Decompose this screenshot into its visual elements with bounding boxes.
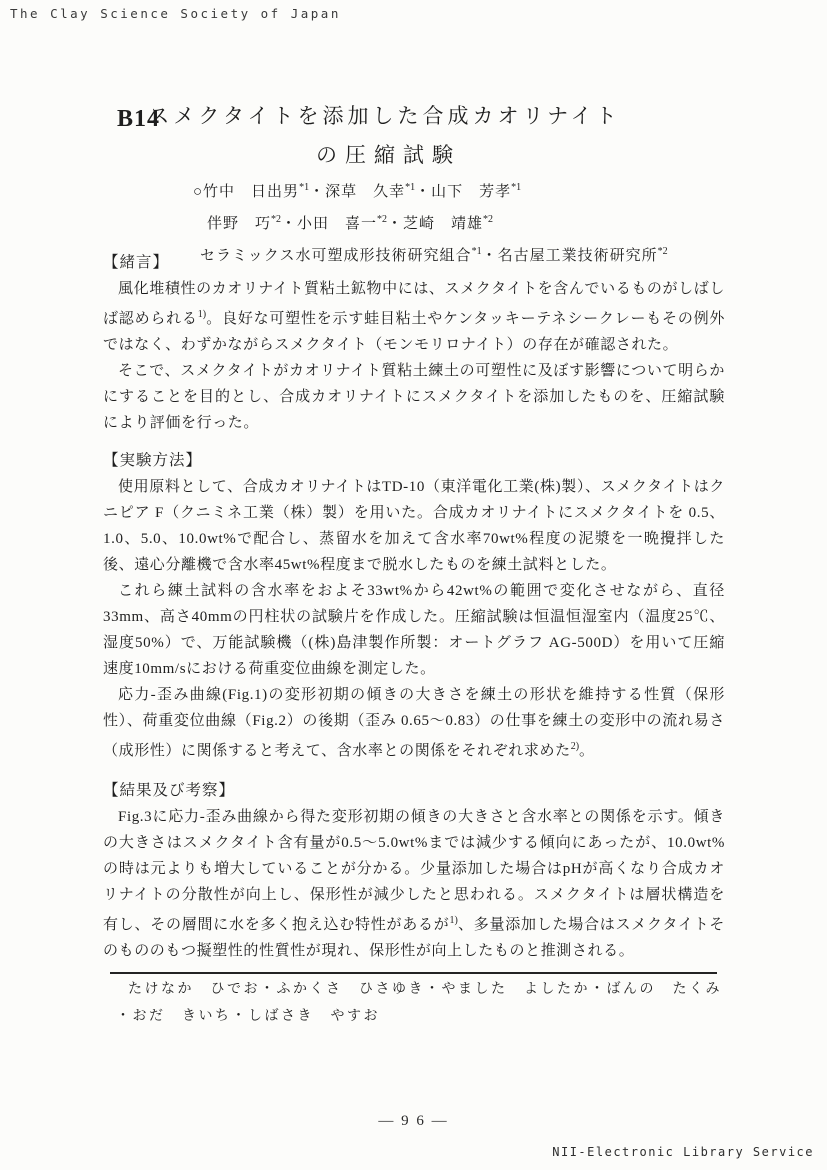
author-names: ・山下 芳孝 — [415, 184, 512, 200]
method-paragraph-3 — [103, 682, 725, 764]
title-block — [0, 100, 827, 170]
affiliation-mark: *2 — [657, 246, 668, 257]
authors-line-1 — [103, 174, 743, 206]
results-paragraph-1 — [103, 804, 725, 964]
author-names: ・小田 喜一 — [281, 216, 378, 232]
authors-line-2 — [103, 206, 743, 238]
author-names: ○竹中 日出男 — [193, 184, 300, 200]
reference-mark-2: 2) — [570, 741, 580, 752]
affiliation-name: セラミックス水可塑成形技術研究組合 — [200, 248, 472, 264]
affiliation-mark: *2 — [377, 214, 388, 225]
author-names: 伴野 巧 — [207, 216, 272, 232]
section-heading-method: 【実験方法】 — [103, 452, 203, 469]
affiliation-mark: *2 — [271, 214, 282, 225]
readings-line-2: ・おだ きいち・しばさき やすお — [116, 1009, 380, 1024]
affiliation-mark: *1 — [471, 246, 482, 257]
page-number: — 9 6 — — [378, 1113, 449, 1129]
abstract-number: B14 — [117, 106, 161, 132]
method-paragraph-1: 使用原料として、合成カオリナイトはTD-10（東洋電化工業(株)製）、スメクタイトはクニピア F（クニミネ工業（株）製）を用いた。合成カオリナイトにスメクタイトを 0.5、1.0、5.0、10.0wt%で配合し、蒸留水を加えて含水率70wt%程度の泥漿を一晩攪拌した後、遠心分離機で含水率45wt%程度まで脱水したものを練土試料とした。 — [103, 479, 725, 573]
footnote-divider-rule — [110, 972, 717, 974]
author-names: ・深草 久幸 — [309, 184, 406, 200]
affiliation-mark: *1 — [299, 182, 310, 193]
reference-mark-1: 1) — [197, 309, 207, 320]
section-heading-introduction: 【緒言】 — [103, 254, 170, 271]
affiliation-mark: *2 — [483, 214, 494, 225]
body-text: 応力-歪み曲線(Fig.1)の変形初期の傾きの大きさを練土の形状を維持する性質（保形性）、荷重変位曲線（Fig.2）の後期（歪み 0.65～0.83）の仕事を練土の変形中の流れ易さ（成形性）に関係すると考えて、含水率との関係をそれぞれ求めた — [103, 687, 725, 759]
introduction-paragraph-2: そこで、スメクタイトがカオリナイト質粘土練土の可塑性に及ぼす影響について明らかにすることを目的とし、合成カオリナイトにスメクタイトを添加したものを、圧縮試験により評価を行った。 — [103, 363, 725, 431]
paper-title-line1: スメクタイトを添加した合成カオリナイト — [148, 104, 621, 128]
paper-title-line2: の圧縮試験 — [316, 143, 461, 167]
section-heading-results: 【結果及び考察】 — [103, 782, 236, 799]
reference-mark-1: 1) — [449, 915, 458, 926]
method-paragraph-2: これら練土試料の含水率をおよそ33wt%から42wt%の範囲で変化させながら、直径33mm、高さ40mmの円柱状の試験片を作成した。圧縮試験は恒温恒湿室内（温度25℃、湿度50%）で、万能試験機（(株)島津製作所製：オートグラフ AG-500D）を用いて圧縮速度10mm/sにおける荷重変位曲線を測定した。 — [103, 583, 725, 677]
body-text: 風化堆積性のカオリナイト質粘土鉱物中には、スメクタイトを含んでいるものがしばしば認められる — [103, 281, 725, 327]
abstract-body — [103, 250, 725, 1030]
body-text: Fig.3に応力-歪み曲線から得た変形初期の傾きの大きさと含水率との関係を示す。傾きの大きさはスメクタイト含有量が0.5～5.0wt%までは減少する傾向にあったが、10.0wt%の時は元よりも増大していることが分かる。少量添加した場合はpHが高くなり合成カオリナイトの分散性が向上し、保形性が減少したと思われる。スメクタイトは層状構造を有し、その層間に水を多く抱え込む特性があるが — [103, 809, 725, 933]
body-text: 。良好な可塑性を示す蛙目粘土やケンタッキーテネシークレーもその例外ではなく、わずかながらスメクタイト（モンモリロナイト）の存在が確認された。 — [103, 311, 725, 353]
body-text: 、多量添加した場合はスメクタイトそのもののもつ擬塑性的性質性が現れ、保形性が向上したものと推測される。 — [103, 917, 725, 959]
introduction-paragraph-1 — [103, 276, 725, 358]
affiliation-mark: *1 — [511, 182, 522, 193]
author-name-readings — [103, 976, 725, 1030]
affiliation-mark: *1 — [405, 182, 416, 193]
affiliation-name: ・名古屋工業技術研究所 — [481, 248, 658, 264]
author-names: ・芝崎 靖雄 — [387, 216, 484, 232]
body-text: 。 — [579, 743, 595, 759]
society-header-label: The Clay Science Society of Japan — [10, 6, 341, 21]
readings-line-1: たけなか ひでお・ふかくさ ひさゆき・やました よしたか・ばんの たくみ — [128, 982, 722, 997]
nii-library-service-label: NII-Electronic Library Service — [552, 1145, 814, 1159]
